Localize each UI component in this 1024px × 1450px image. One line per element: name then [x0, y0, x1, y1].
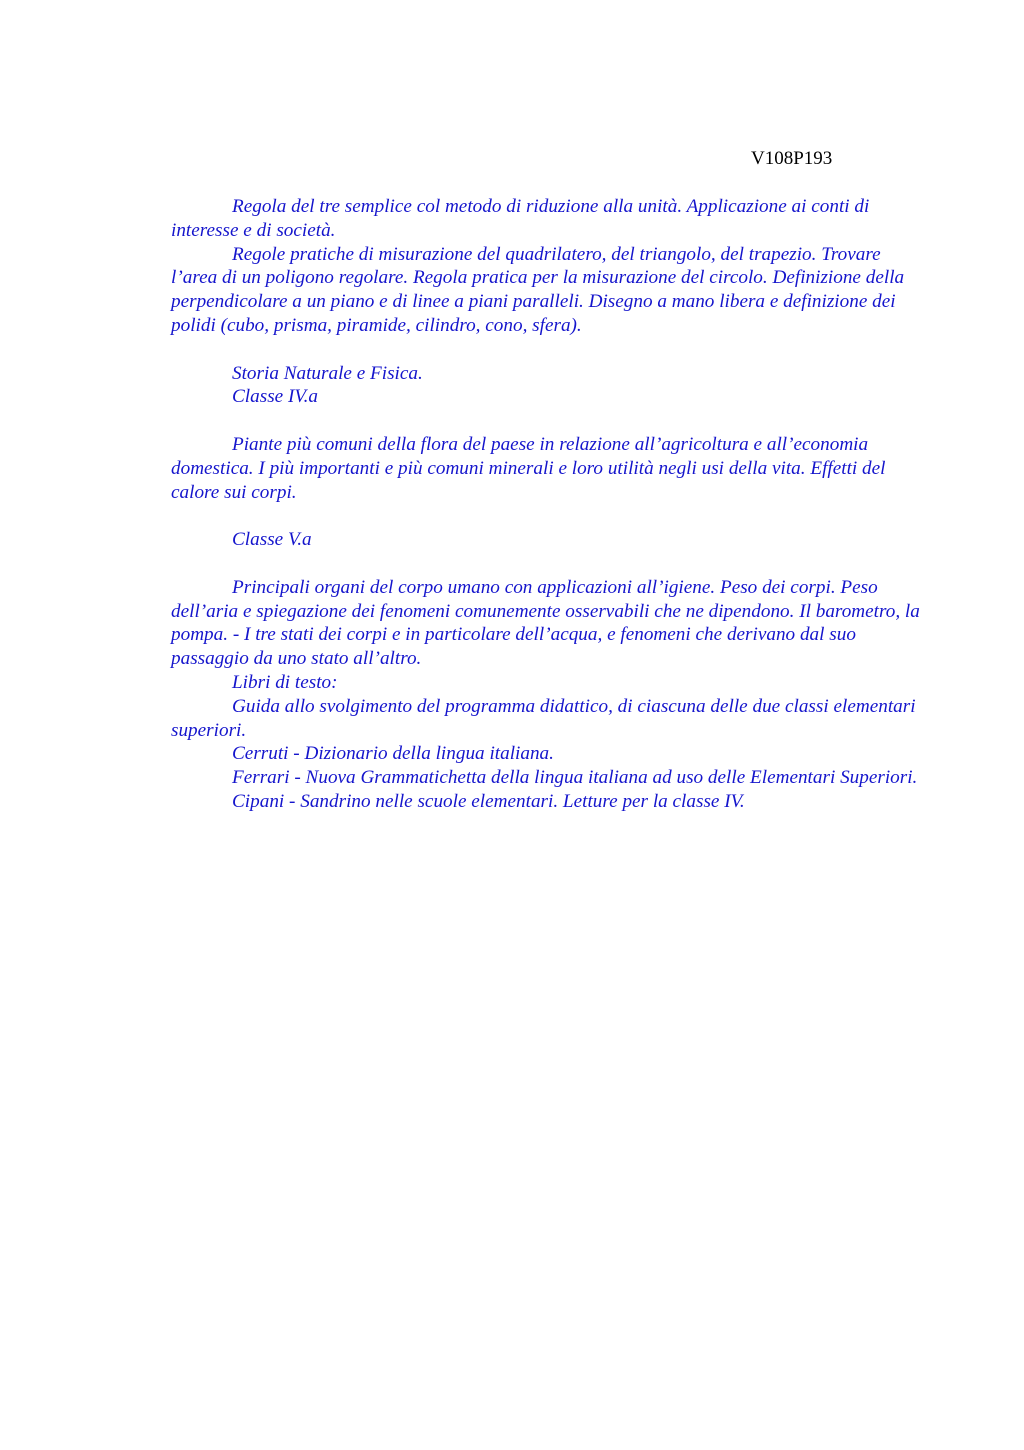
spacer	[171, 338, 923, 362]
paragraph-human-body-physics: Principali organi del corpo umano con applicazioni all’igiene. Peso dei corpi. Peso dell’aria e spiegazione dei fenomeni comunemente osservabili che ne dipendono. Il barometro, la pompa. - I tre stati dei corpi e in particolare dell’acqua, e fenomeni che derivano dal suo passaggio da uno stato all’altro.	[171, 576, 920, 670]
textbook-cipani: Cipani - Sandrino nelle scuole elementari. Letture per la classe IV.	[232, 790, 745, 812]
paragraph-rule-of-three: Regola del tre semplice col metodo di riduzione alla unità. Applicazione ai conti di interesse e di società.	[171, 196, 870, 241]
section-heading-natural-history: Storia Naturale e Fisica.	[232, 362, 423, 384]
spacer	[171, 409, 923, 433]
page-code: V108P193	[751, 148, 833, 169]
textbooks-heading: Libri di testo:	[232, 671, 338, 693]
spacer	[171, 504, 923, 528]
textbook-ferrari: Ferrari - Nuova Grammatichetta della lingua italiana ad uso delle Elementari Superiori.	[232, 767, 918, 789]
class-heading-iv: Classe IV.a	[232, 386, 318, 408]
paragraph-measurement-rules: Regole pratiche di misurazione del quadrilatero, del triangolo, del trapezio. Trovare l’area di un poligono regolare. Regola pratica per la misurazione del circolo. Definizione della perpendicolare a un piano e di linee a piani paralleli. Disegno a mano libera e definizione dei polidi (cubo, prisma, piramide, cilindro, cono, sfera).	[171, 243, 905, 336]
textbook-cerruti: Cerruti - Dizionario della lingua italiana.	[232, 743, 554, 765]
textbook-guida: Guida allo svolgimento del programma didattico, di ciascuna delle due classi elementari superiori.	[171, 695, 916, 741]
spacer	[171, 552, 923, 576]
class-heading-v: Classe V.a	[232, 529, 312, 551]
document-body	[171, 195, 923, 814]
paragraph-flora-minerals: Piante più comuni della flora del paese in relazione all’agricoltura e all’economia domestica. I più importanti e più comuni minerali e loro utilità negli usi della vita. Effetti del calore sui corpi.	[171, 433, 886, 503]
